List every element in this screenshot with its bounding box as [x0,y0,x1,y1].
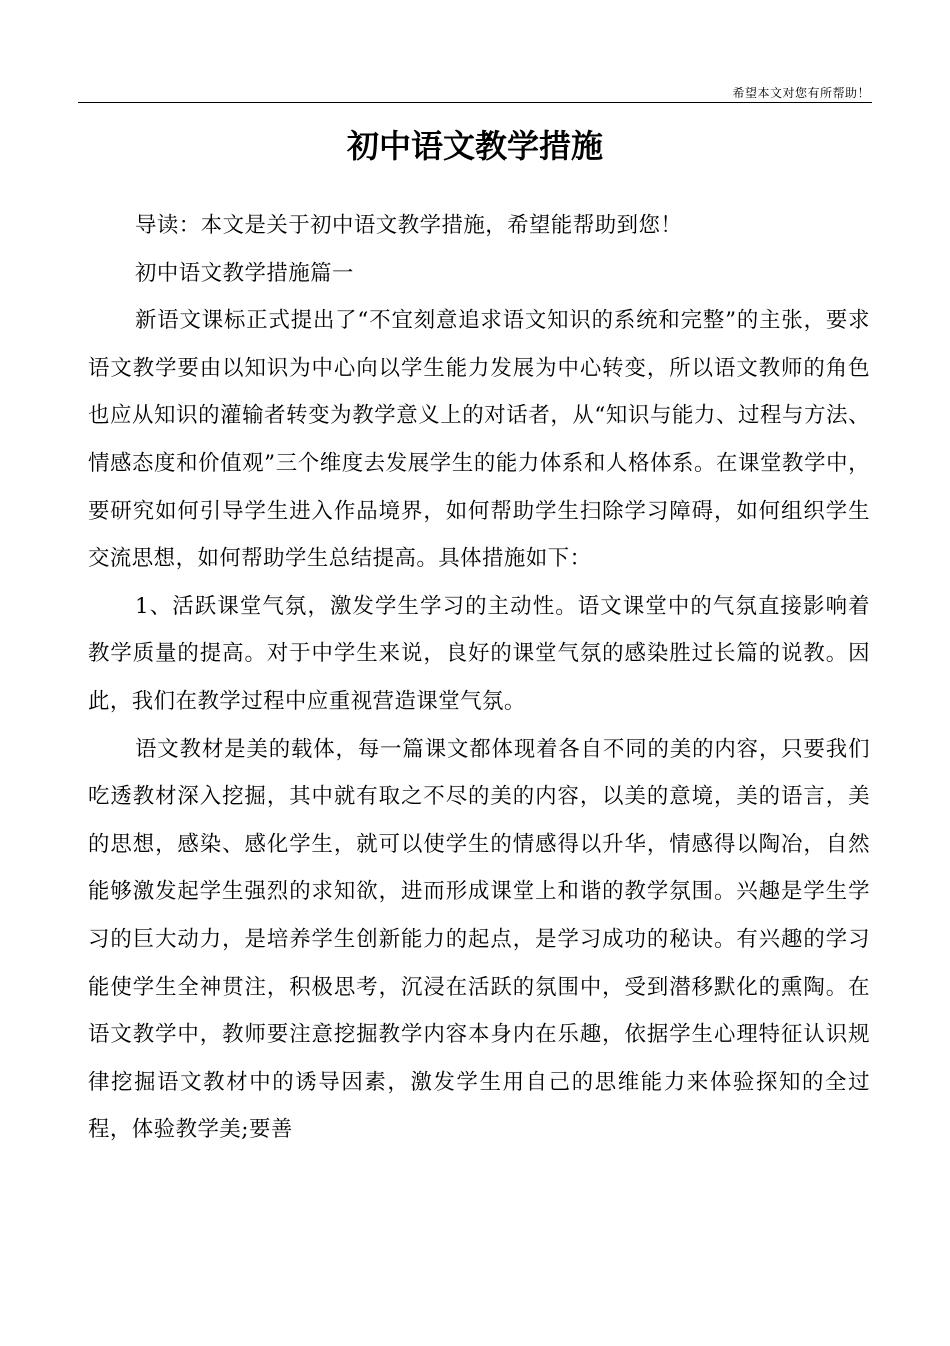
body-paragraph: 语文教材是美的载体，每一篇课文都体现着各自不同的美的内容，只要我们吃透教材深入挖掘，其中就有取之不尽的美的内容，以美的意境，美的语言，美的思想，感染、感化学生，就可以使学生的情感得以升华，情感得以陶冶，自然能够激发起学生强烈的求知欲，进而形成课堂上和谐的教学氛围。兴趣是学生学习的巨大动力，是培养学生创新能力的起点，是学习成功的秘诀。有兴趣的学习能使学生全神贯注，积极思考，沉浸在活跃的氛围中，受到潜移默化的熏陶。在语文教学中，教师要注意挖掘教学内容本身内在乐趣，依据学生心理特征认识规律挖掘语文教材中的诱导因素，激发学生用自己的思维能力来体验探知的全过程，体验教学美;要善 [88,736,870,1143]
page-header [78,84,872,103]
section-heading: 初中语文教学措施篇一 [135,260,354,286]
document-body [88,202,870,1154]
intro-paragraph: 导读：本文是关于初中语文教学措施，希望能帮助到您！ [135,213,683,238]
document-title: 初中语文教学措施 [346,127,603,165]
header-note: 希望本文对您有所帮助！ [732,86,870,100]
body-paragraph: 新语文课标正式提出了“不宜刻意追求语文知识的系统和完整”的主张，要求语文教学要由以知识为中心向以学生能力发展为中心转变，所以语文教师的角色也应从知识的灌输者转变为教学意义上的对话者，从“知识与能力、过程与方法、情感态度和价值观”三个维度去发展学生的能力体系和人格体系。在课堂教学中，要研究如何引导学生进入作品境界，如何帮助学生扫除学习障碍，如何组织学生交流思想，如何帮助学生总结提高。具体措施如下： [88,308,870,572]
body-paragraph: 1、活跃课堂气氛，激发学生学习的主动性。语文课堂中的气氛直接影响着教学质量的提高。对于中学生来说，良好的课堂气氛的感染胜过长篇的说教。因此，我们在教学过程中应重视营造课堂气氛。 [88,593,870,714]
